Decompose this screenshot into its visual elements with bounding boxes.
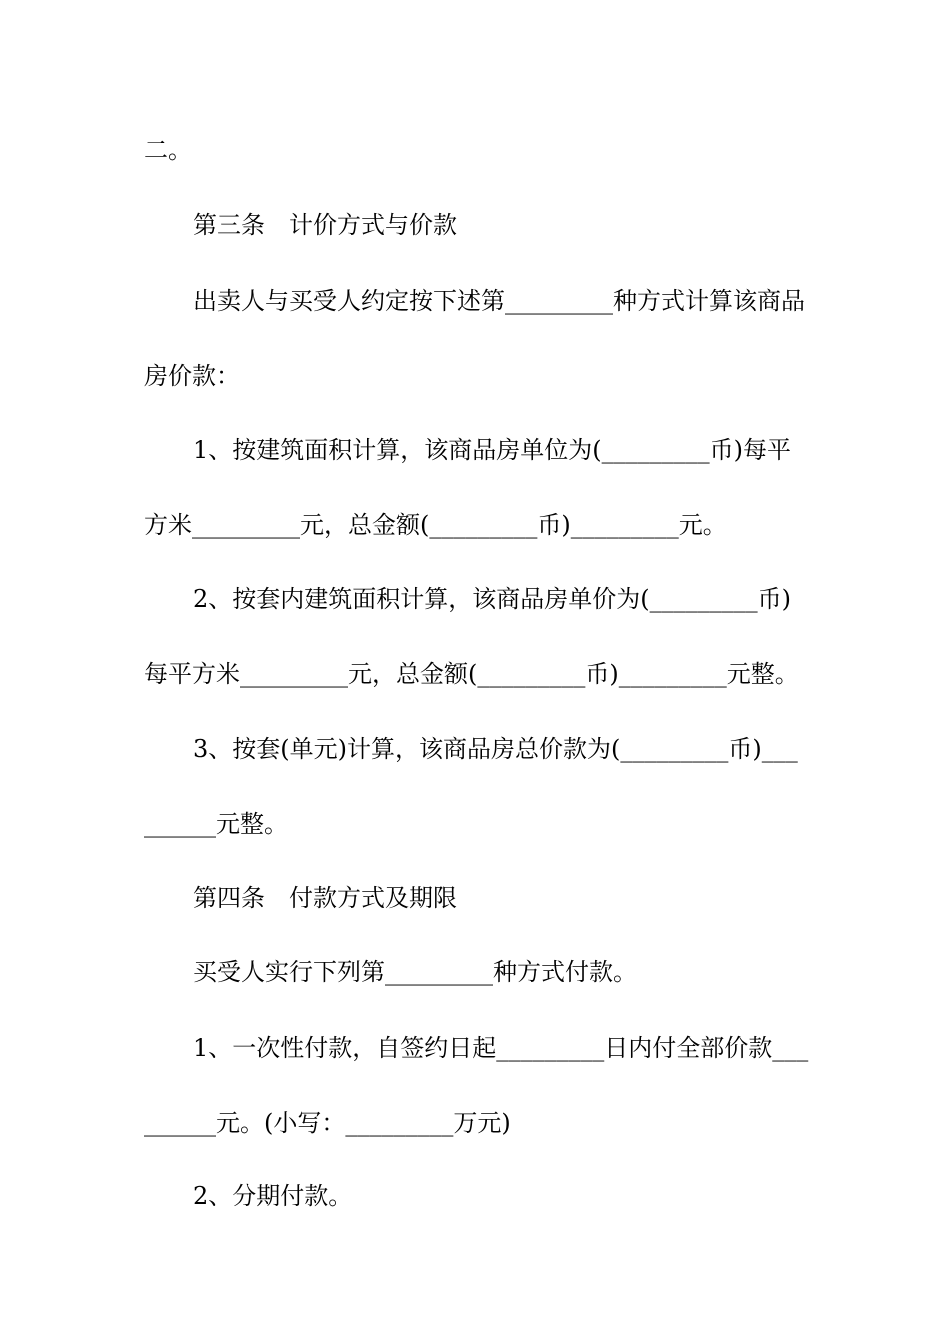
text-line: 1、按建筑面积计算，该商品房单位为(_________币)每平 [193,436,791,464]
text-line: ______元。(小写：_________万元) [144,1109,511,1137]
text-line: 2、分期付款。 [193,1182,353,1210]
text-line: 3、按套(单元)计算，该商品房总价款为(_________币)___ [193,735,798,763]
text-line-continuation: 二。 [144,136,192,164]
text-line: ______元整。 [144,810,288,838]
text-line: 买受人实行下列第_________种方式付款。 [193,958,637,986]
text-line: 出卖人与买受人约定按下述第_________种方式计算该商品 [193,287,805,315]
article-4-heading: 第四条 付款方式及期限 [193,884,457,912]
text-line: 每平方米_________元，总金额(_________币)_________元整。 [144,660,799,688]
text-line: 方米_________元，总金额(_________币)_________元。 [144,511,727,539]
text-line: 2、按套内建筑面积计算，该商品房单价为(_________币) [193,585,791,613]
text-line: 房价款： [144,362,240,390]
article-3-heading: 第三条 计价方式与价款 [193,211,457,239]
text-line: 1、一次性付款，自签约日起_________日内付全部价款___ [193,1034,809,1062]
